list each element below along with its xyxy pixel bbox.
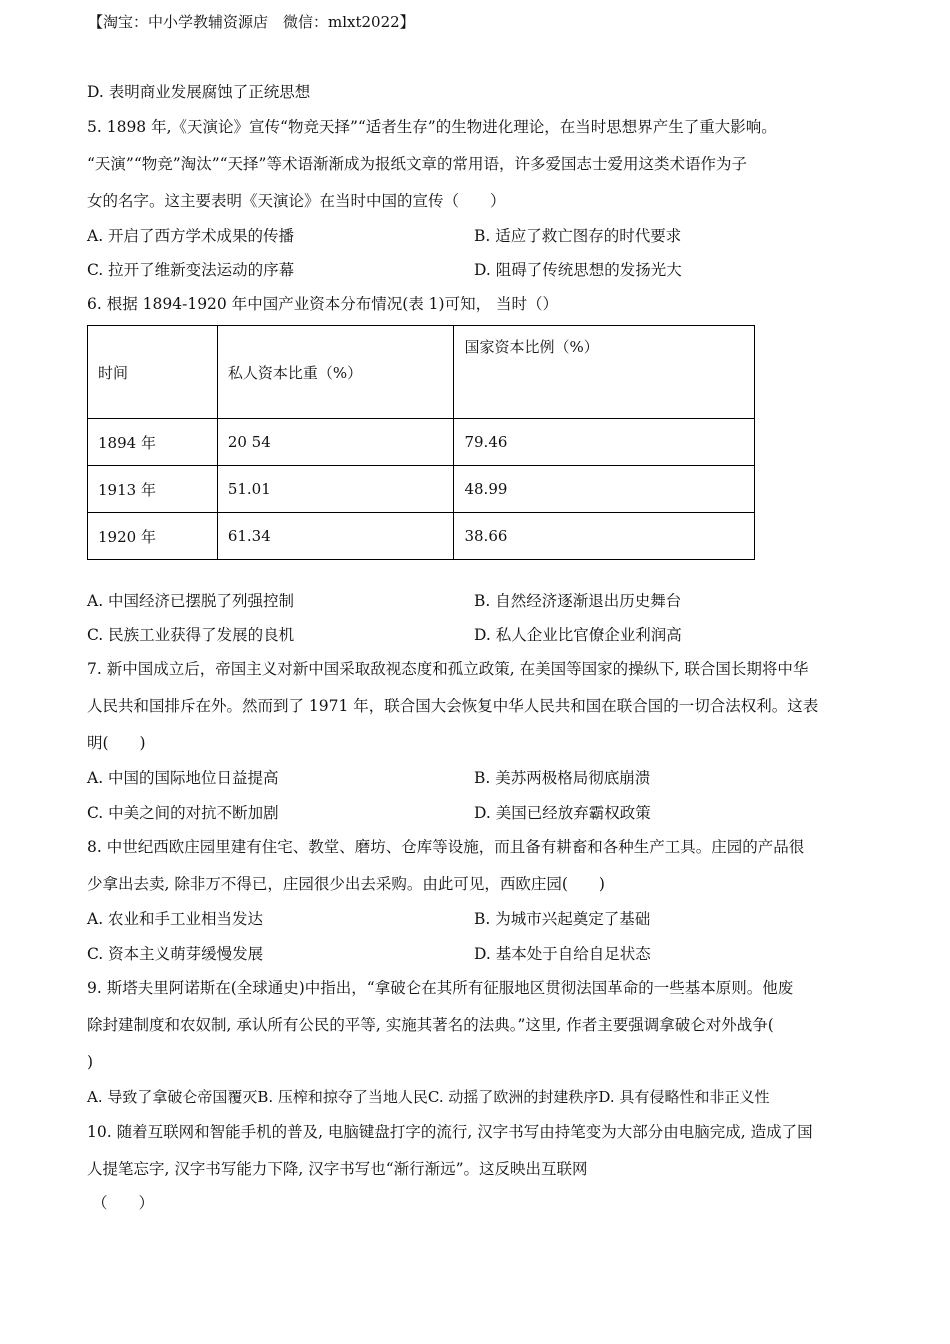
table-header-row xyxy=(88,326,755,419)
q5-stem-line-3: 女的名字。这主要表明《天演论》在当时中国的宣传（ ） xyxy=(87,192,506,210)
table-cell: 79.46 xyxy=(454,419,755,466)
q6-option-b: B. 自然经济逐渐退出历史舞台 xyxy=(474,592,682,610)
q10-stem-line-3: （ ） xyxy=(92,1194,155,1212)
table-header-cell: 时间 xyxy=(88,326,218,419)
q7-option-c: C. 中美之间的对抗不断加剧 xyxy=(87,804,279,822)
q4-option-d: D. 表明商业发展腐蚀了正统思想 xyxy=(87,83,311,101)
q5-option-d: D. 阻碍了传统思想的发扬光大 xyxy=(474,261,682,279)
table-row xyxy=(88,419,755,466)
q8-option-c: C. 资本主义萌芽缓慢发展 xyxy=(87,945,264,963)
q6-option-d: D. 私人企业比官僚企业利润高 xyxy=(474,626,682,644)
q5-option-c: C. 拉开了维新变法运动的序幕 xyxy=(87,261,295,279)
q6-option-c: C. 民族工业获得了发展的良机 xyxy=(87,626,295,644)
table-cell: 1920 年 xyxy=(88,513,218,560)
q10-stem-line-2: 人提笔忘字, 汉字书写能力下降, 汉字书写也“渐行渐远”。这反映出互联网 xyxy=(87,1160,588,1178)
q8-option-d: D. 基本处于自给自足状态 xyxy=(474,945,651,963)
q5-option-b: B. 适应了救亡图存的时代要求 xyxy=(474,227,682,245)
table-cell: 1894 年 xyxy=(88,419,218,466)
capital-distribution-table xyxy=(87,325,755,560)
q7-stem-line-2: 人民共和国排斥在外。然而到了 1971 年，联合国大会恢复中华人民共和国在联合国的一切合法权利。这表 xyxy=(87,697,819,715)
q5-stem-line-1: 5. 1898 年,《天演论》宣传“物竞天择”“适者生存”的生物进化理论，在当时思想界产生了重大影响。 xyxy=(87,118,777,136)
q7-stem-line-3: 明( ) xyxy=(87,734,146,752)
q7-option-d: D. 美国已经放弃霸权政策 xyxy=(474,804,651,822)
q8-option-a: A. 农业和手工业相当发达 xyxy=(87,910,264,928)
q9-stem-line-3: ) xyxy=(87,1053,94,1071)
watermark-header: 【淘宝：中小学教辅资源店 微信：mlxt2022】 xyxy=(88,13,415,31)
q8-option-b: B. 为城市兴起奠定了基础 xyxy=(474,910,651,928)
table-row xyxy=(88,466,755,513)
q9-stem-line-1: 9. 斯塔夫里阿诺斯在(全球通史)中指出，“拿破仑在其所有征服地区贯彻法国革命的一些基本原则。他废 xyxy=(87,979,794,997)
table-cell: 20 54 xyxy=(217,419,454,466)
q6-option-a: A. 中国经济已摆脱了列强控制 xyxy=(87,592,295,610)
q7-stem-line-1: 7. 新中国成立后，帝国主义对新中国采取敌视态度和孤立政策, 在美国等国家的操纵下, 联合国长期将中华 xyxy=(87,660,809,678)
q5-stem-line-2: “天演”“物竞”淘汰”“天择”等术语渐渐成为报纸文章的常用语，许多爱国志士爱用这类术语作为子 xyxy=(87,155,747,173)
q7-option-a: A. 中国的国际地位日益提高 xyxy=(87,769,279,787)
table-header-cell: 私人资本比重（%） xyxy=(217,326,454,419)
q5-option-a: A. 开启了西方学术成果的传播 xyxy=(87,227,295,245)
q9-stem-line-2: 除封建制度和农奴制, 承认所有公民的平等, 实施其著名的法典。”这里, 作者主要强调拿破仑对外战争( xyxy=(87,1016,774,1034)
table-row xyxy=(88,513,755,560)
table-cell: 38.66 xyxy=(454,513,755,560)
q8-stem-line-1: 8. 中世纪西欧庄园里建有住宅、教堂、磨坊、仓库等设施，而且备有耕畜和各种生产工具。庄园的产品很 xyxy=(87,838,805,856)
table-cell: 51.01 xyxy=(217,466,454,513)
table-cell: 1913 年 xyxy=(88,466,218,513)
q8-stem-line-2: 少拿出去卖, 除非万不得已，庄园很少出去采购。由此可见，西欧庄园( ) xyxy=(87,875,605,893)
q9-options: A. 导致了拿破仑帝国覆灭B. 压榨和掠夺了当地人民C. 动摇了欧洲的封建秩序D. 具有侵略性和非正义性 xyxy=(87,1088,770,1106)
q7-option-b: B. 美苏两极格局彻底崩溃 xyxy=(474,769,651,787)
q10-stem-line-1: 10. 随着互联网和智能手机的普及, 电脑键盘打字的流行, 汉字书写由持笔变为大部分由电脑完成, 造成了国 xyxy=(87,1123,813,1141)
table-cell: 61.34 xyxy=(217,513,454,560)
table-cell: 48.99 xyxy=(454,466,755,513)
q6-stem: 6. 根据 1894-1920 年中国产业资本分布情况(表 1)可知， 当时（） xyxy=(87,295,559,313)
table-header-cell: 国家资本比例（%） xyxy=(454,326,755,419)
